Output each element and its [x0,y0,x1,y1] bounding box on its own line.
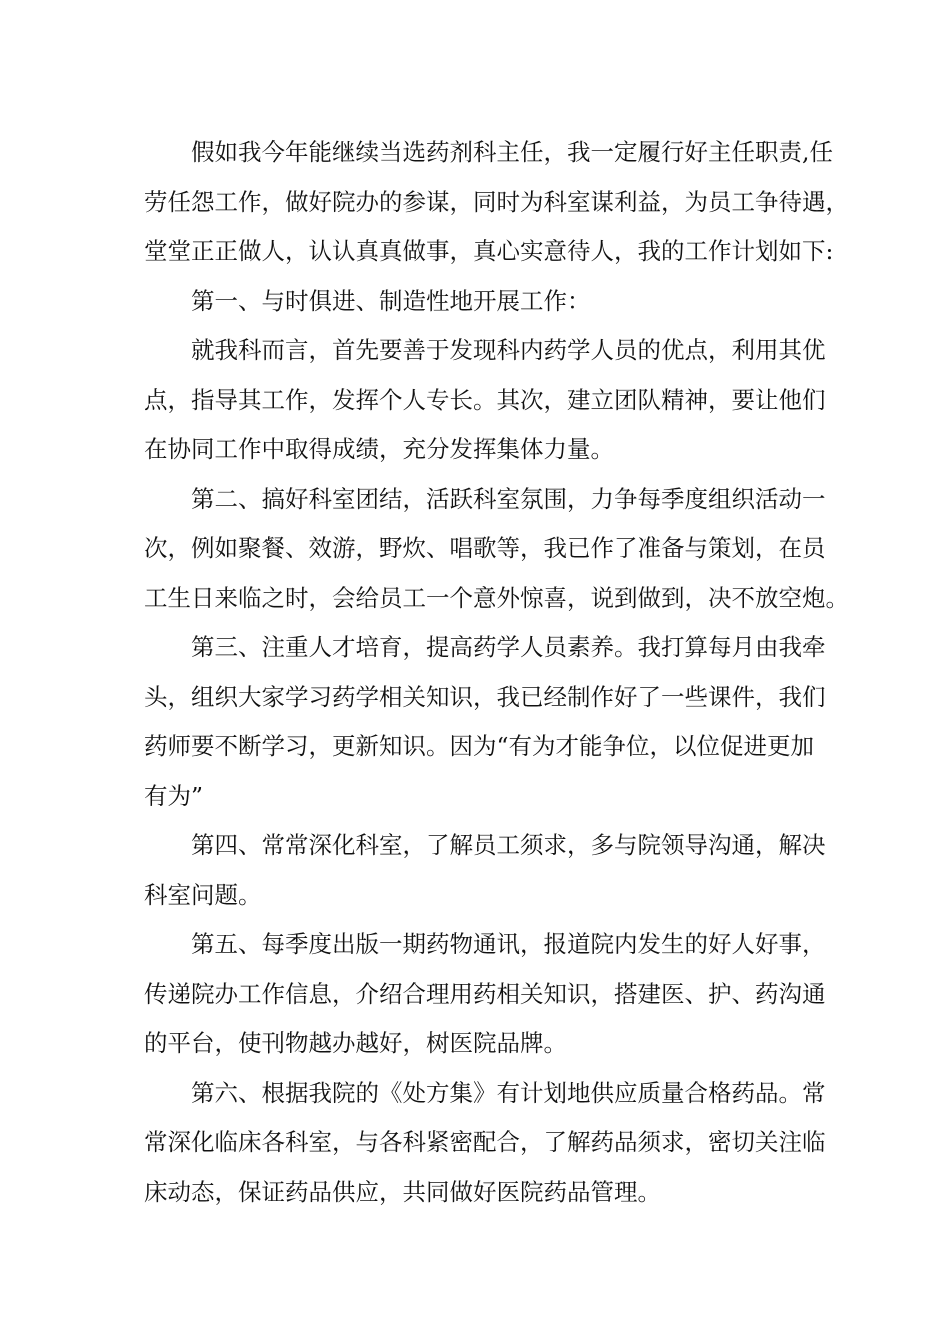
text-line: 点，指导其工作，发挥个人专长。其次，建立团队精神，要让他们 [144,385,826,414]
text-line: 第五、每季度出版一期药物通讯，报道院内发生的好人好事， [191,930,826,958]
text-line: 有为” [144,781,204,810]
text-line: 就我科而言，首先要善于发现科内药学人员的优点，利用其优 [191,336,826,364]
text-line: 科室问题。 [144,880,262,909]
text-line: 药师要不断学习，更新知识。因为“有为才能争位，以位促进更加 [144,732,815,760]
text-line: 第三、注重人才培育，提高药学人员素养。我打算每月由我牵 [191,633,826,661]
paragraph-point-4 [144,821,824,920]
text-line: 的平台，使刊物越办越好，树医院品牌。 [144,1029,567,1057]
text-line: 第四、常常深化科室，了解员工须求，多与院领导沟通，解决 [191,831,826,859]
text-line: 在协同工作中取得成绩，充分发挥集体力量。 [144,435,614,463]
text-line: 工生日来临之时，会给员工一个意外惊喜，说到做到，决不放空炮。 [144,583,849,612]
paragraph-intro [144,128,849,277]
document-body [144,128,849,1217]
text-line: 假如我今年能继续当选药剂科主任，我一定履行好主任职责,任 [191,138,833,166]
text-line: 次，例如聚餐、效游，野炊、唱歌等，我已作了准备与策划，在员 [144,534,826,562]
text-line: 第六、根据我院的《处方集》有计划地供应质量合格药品。常 [191,1078,826,1107]
text-line: 常深化临床各科室，与各科紧密配合，了解药品须求，密切关注临 [144,1128,826,1156]
text-line: 堂堂正正做人，认认真真做事，真心实意待人，我的工作计划如下: [144,237,834,265]
paragraph-point-2 [144,475,849,624]
paragraph-point-1-heading [144,277,824,327]
text-line: 头，组织大家学习药学相关知识，我已经制作好了一些课件，我们 [144,682,826,711]
text-line: 传递院办工作信息，介绍合理用药相关知识，搭建医、护、药沟通 [144,979,826,1008]
text-line: 第一、与时俱进、制造性地开展工作： [191,286,591,315]
paragraph-point-5 [144,920,824,1069]
paragraph-point-6 [144,1069,824,1218]
paragraph-point-3 [144,623,824,821]
paragraph-point-1-body [144,326,824,475]
text-line: 第二、搞好科室团结，活跃科室氛围，力争每季度组织活动一 [191,484,826,513]
text-line: 劳任怨工作，做好院办的参谋，同时为科室谋利益，为员工争待遇， [144,187,849,216]
text-line: 床动态，保证药品供应，共同做好医院药品管理。 [144,1177,661,1206]
